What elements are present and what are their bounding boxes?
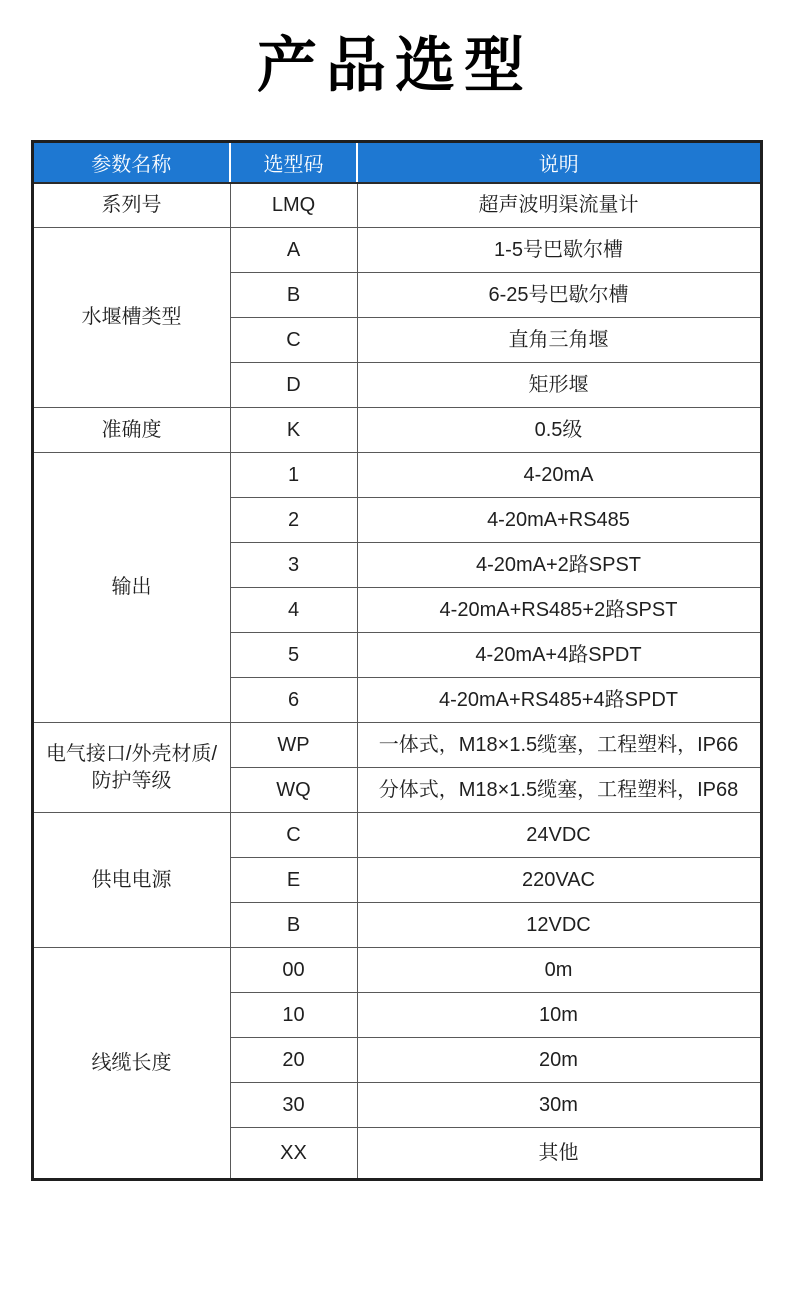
code-cell: 5 [230, 633, 357, 678]
desc-cell: 直角三角堰 [357, 318, 761, 363]
desc-cell: 0m [357, 948, 761, 993]
table-row [32, 813, 761, 858]
desc-cell: 4-20mA+RS485 [357, 498, 761, 543]
table-header-row [32, 142, 761, 183]
param-cell: 线缆长度 [32, 948, 230, 1180]
table-row [32, 228, 761, 273]
table-row [32, 408, 761, 453]
table-row [32, 183, 761, 228]
desc-cell: 4-20mA+4路SPDT [357, 633, 761, 678]
code-cell: A [230, 228, 357, 273]
desc-cell: 矩形堰 [357, 363, 761, 408]
code-cell: 30 [230, 1083, 357, 1128]
desc-cell: 4-20mA+RS485+4路SPDT [357, 678, 761, 723]
desc-cell: 10m [357, 993, 761, 1038]
desc-cell: 12VDC [357, 903, 761, 948]
param-cell: 供电电源 [32, 813, 230, 948]
product-selection-table-container [31, 140, 760, 1181]
desc-cell: 0.5级 [357, 408, 761, 453]
table-row [32, 948, 761, 993]
desc-cell: 其他 [357, 1128, 761, 1180]
code-cell: 6 [230, 678, 357, 723]
param-cell: 系列号 [32, 183, 230, 228]
code-cell: 00 [230, 948, 357, 993]
desc-cell: 20m [357, 1038, 761, 1083]
desc-cell: 6-25号巴歇尔槽 [357, 273, 761, 318]
param-cell: 输出 [32, 453, 230, 723]
code-cell: WP [230, 723, 357, 768]
code-cell: 1 [230, 453, 357, 498]
code-cell: B [230, 273, 357, 318]
desc-cell: 1-5号巴歇尔槽 [357, 228, 761, 273]
code-cell: WQ [230, 768, 357, 813]
code-cell: 2 [230, 498, 357, 543]
desc-cell: 一体式，M18×1.5缆塞，工程塑料，IP66 [357, 723, 761, 768]
code-cell: C [230, 813, 357, 858]
desc-cell: 220VAC [357, 858, 761, 903]
param-cell: 水堰槽类型 [32, 228, 230, 408]
code-cell: 4 [230, 588, 357, 633]
desc-cell: 4-20mA [357, 453, 761, 498]
param-cell: 电气接口/外壳材质/防护等级 [32, 723, 230, 813]
product-selection-table [31, 140, 763, 1181]
table-row [32, 723, 761, 768]
page-title: 产品选型 [257, 32, 533, 99]
code-cell: XX [230, 1128, 357, 1180]
desc-cell: 4-20mA+2路SPST [357, 543, 761, 588]
table-row [32, 453, 761, 498]
code-cell: C [230, 318, 357, 363]
desc-cell: 30m [357, 1083, 761, 1128]
code-cell: 10 [230, 993, 357, 1038]
code-cell: 3 [230, 543, 357, 588]
header-cell-description: 说明 [357, 142, 761, 183]
code-cell: K [230, 408, 357, 453]
code-cell: LMQ [230, 183, 357, 228]
desc-cell: 4-20mA+RS485+2路SPST [357, 588, 761, 633]
header-cell-selection-code: 选型码 [230, 142, 357, 183]
desc-cell: 超声波明渠流量计 [357, 183, 761, 228]
code-cell: D [230, 363, 357, 408]
desc-cell: 分体式，M18×1.5缆塞，工程塑料，IP68 [357, 768, 761, 813]
code-cell: E [230, 858, 357, 903]
desc-cell: 24VDC [357, 813, 761, 858]
code-cell: 20 [230, 1038, 357, 1083]
header-cell-param-name: 参数名称 [32, 142, 230, 183]
code-cell: B [230, 903, 357, 948]
param-cell: 准确度 [32, 408, 230, 453]
